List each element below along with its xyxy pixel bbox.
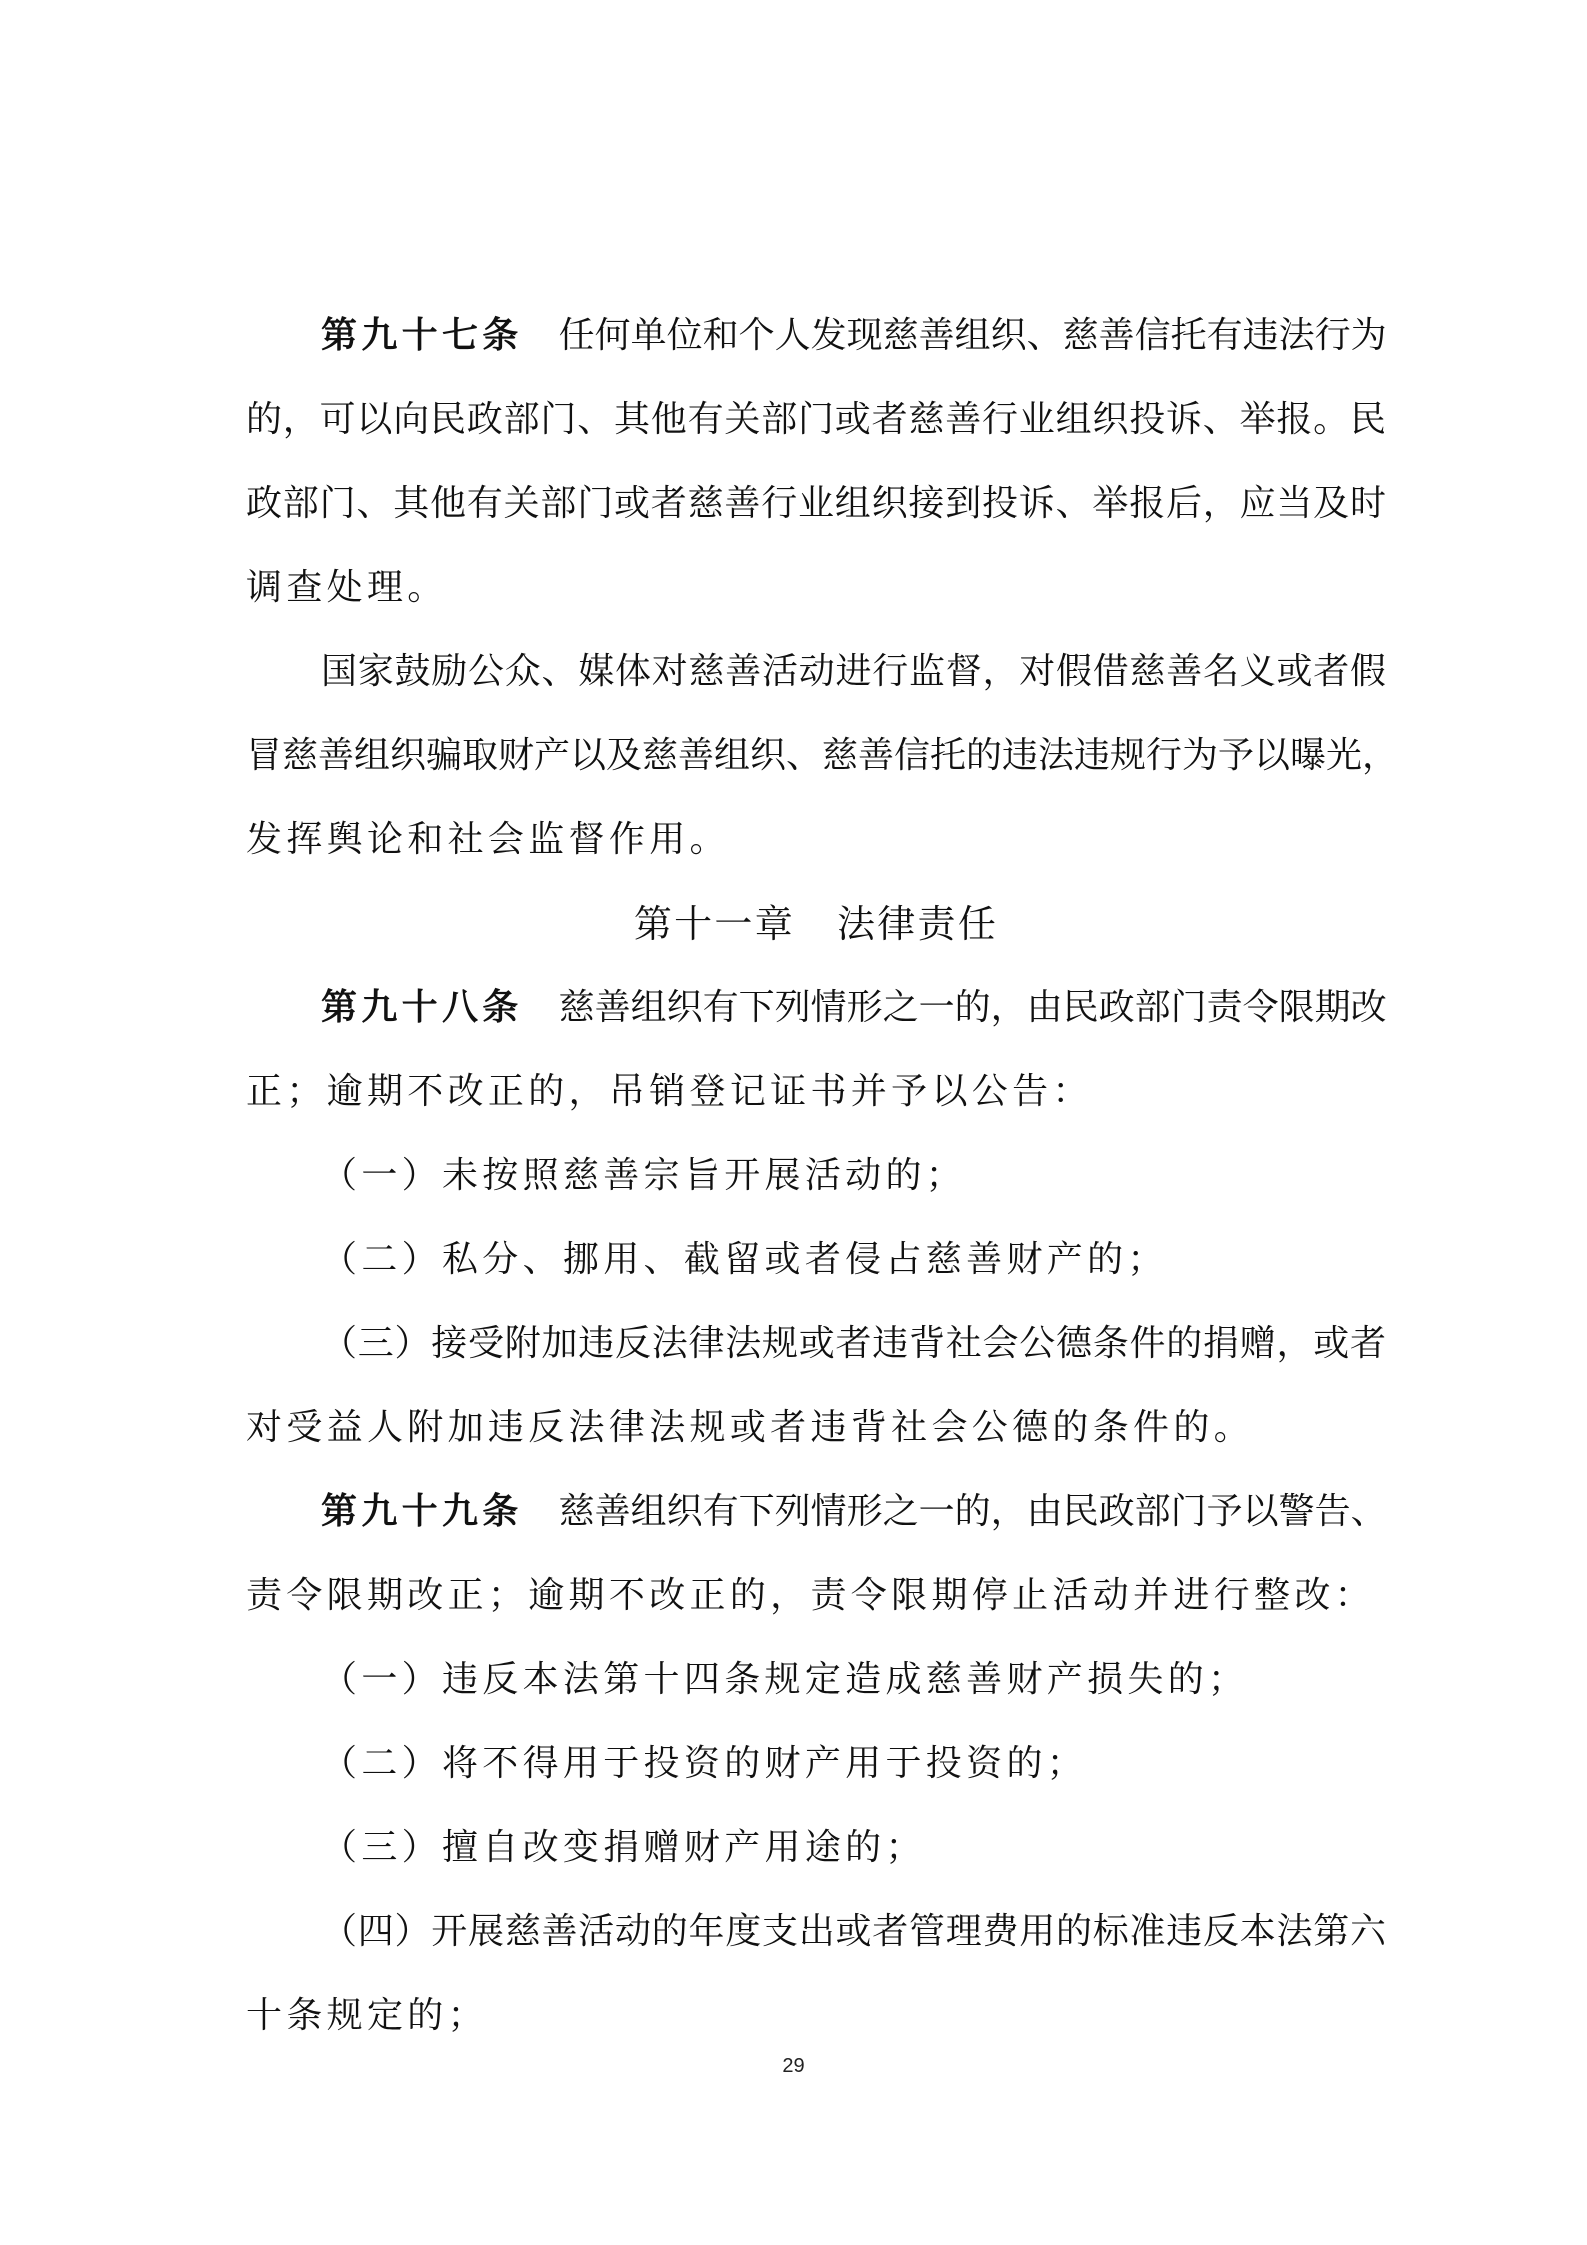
article-99-item-4: （四）开展慈善活动的年度支出或者管理费用的标准违反本法第六 xyxy=(321,1911,1386,1952)
article-98-line-1 xyxy=(246,966,1386,1050)
article-98-text-1: 慈善组织有下列情形之一的，由民政部门责令限期改 xyxy=(558,987,1387,1028)
article-97-para2-line-3: 发挥舆论和社会监督作用。 xyxy=(246,819,730,860)
chapter-number: 第十一章 xyxy=(633,902,795,946)
article-97-line-1 xyxy=(246,294,1386,378)
article-97-line-4: 调查处理。 xyxy=(246,567,448,608)
article-98-item-3: （三）接受附加违反法律法规或者违背社会公德条件的捐赠，或者 xyxy=(321,1323,1386,1364)
chapter-heading xyxy=(246,882,1386,966)
article-99-line-2: 责令限期改正；逾期不改正的，责令限期停止活动并进行整改： xyxy=(246,1575,1375,1616)
document-body xyxy=(246,294,1399,2058)
article-98-heading: 第九十八条 xyxy=(321,987,523,1028)
article-97-line-3: 政部门、其他有关部门或者慈善行业组织接到投诉、举报后，应当及时 xyxy=(246,483,1386,524)
article-97-para2-line-2: 冒慈善组织骗取财产以及慈善组织、慈善信托的违法违规行为予以曝光， xyxy=(246,735,1399,776)
article-99-item-4-cont: 十条规定的； xyxy=(246,1995,488,2036)
article-97-text-1: 任何单位和个人发现慈善组织、慈善信托有违法行为 xyxy=(558,315,1387,356)
article-99-line-1 xyxy=(246,1470,1386,1554)
article-98-item-3-cont: 对受益人附加违反法律法规或者违背社会公德的条件的。 xyxy=(246,1407,1255,1448)
article-97-para2-line-1: 国家鼓励公众、媒体对慈善活动进行监督，对假借慈善名义或者假 xyxy=(321,651,1386,692)
article-99-text-1: 慈善组织有下列情形之一的，由民政部门予以警告、 xyxy=(558,1491,1387,1532)
article-97-line-2: 的，可以向民政部门、其他有关部门或者慈善行业组织投诉、举报。民 xyxy=(246,399,1386,440)
article-98-line-2: 正；逾期不改正的，吊销登记证书并予以公告： xyxy=(246,1071,1093,1112)
article-97-heading: 第九十七条 xyxy=(321,315,523,356)
chapter-title: 法律责任 xyxy=(837,902,999,946)
page-number: 29 xyxy=(782,2055,805,2077)
article-99-item-2: （二）将不得用于投资的财产用于投资的； xyxy=(321,1743,1088,1784)
article-99-item-1: （一）违反本法第十四条规定造成慈善财产损失的； xyxy=(321,1659,1249,1700)
article-98-item-1: （一）未按照慈善宗旨开展活动的； xyxy=(321,1155,967,1196)
article-99-item-3: （三）擅自改变捐赠财产用途的； xyxy=(321,1827,926,1868)
article-98-item-2: （二）私分、挪用、截留或者侵占慈善财产的； xyxy=(321,1239,1168,1280)
article-99-heading: 第九十九条 xyxy=(321,1491,523,1532)
